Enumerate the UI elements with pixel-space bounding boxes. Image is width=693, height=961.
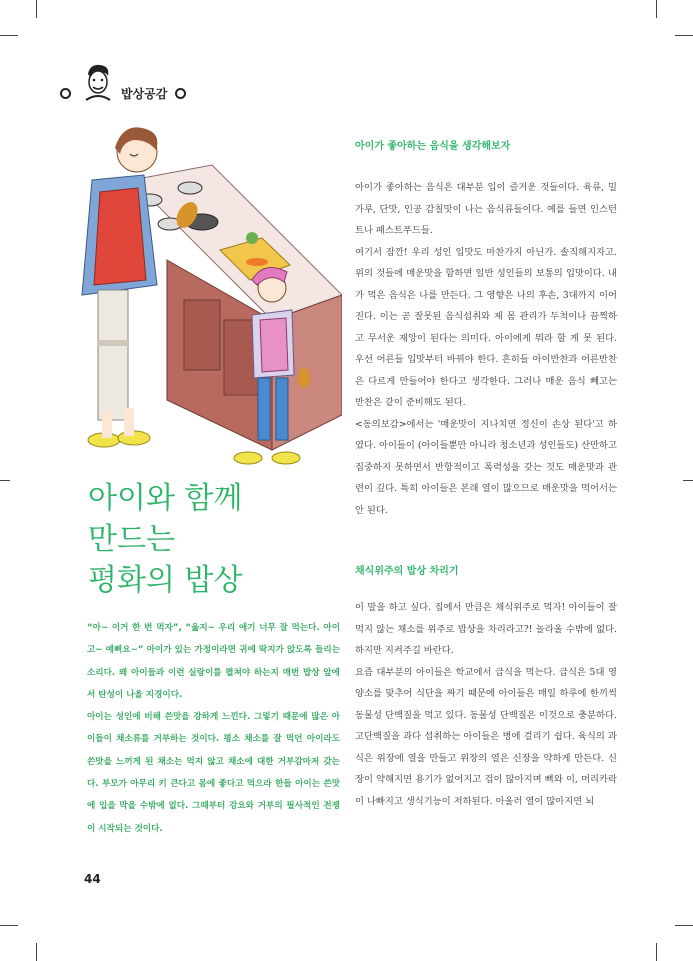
intro-paragraph: “아~ 이거 한 번 먹자”, “옳지~ 우리 애기 너무 잘 먹는다. 아이고~ 예뻐요~” 아이가 있는 가정이라면 귀에 딱지가 앉도록 들리는 소리다. 왜 아이들과 이런 실랑이를 펼쳐야 하는지 매번 밥상 앞에서 탄성이 나올 지경이다. [87,623,340,700]
section-body [355,177,617,521]
circle-bullet-icon [60,88,71,99]
intro-text [87,617,340,840]
body-paragraph: 아이가 좋아하는 음식은 대부분 입이 즐거운 것들이다. 육류, 밀가루, 단맛, 인공 감칠맛이 나는 음식류들이다. 예를 들면 인스턴트나 패스트푸드들. [355,182,617,236]
crop-mark [0,925,18,926]
section-heading: 채식위주의 밥상 차리기 [355,566,459,577]
title-line: 평화의 밥상 [88,563,243,598]
intro-paragraph: 아이는 성인에 비해 쓴맛을 강하게 느낀다. 그렇기 때문에 많은 아이들이 채소류를 거부하는 것이다. 평소 채소를 잘 먹던 아이라도 쓴맛을 느끼게 된 채소는 먹지 않고 채소에 대한 거부감마저 갖는다. 부모가 아무리 키 큰다고 몸에 좋다고 먹으라 한들 아이는 쓴맛에 입을 막을 수밖에 없다. 그때부터 강요와 거부의 필사적인 전쟁이 시작되는 것이다. [87,712,340,834]
body-paragraph: 요즘 대부분의 아이들은 학교에서 급식을 먹는다. 급식은 5대 영양소를 맞추어 식단을 짜기 때문에 아이들은 매일 하루에 한끼씩 동물성 단백질을 먹고 있다. 동물성 단백질은 이것으로 충분하다. 고단백질을 과다 섭취하는 아이들은 병에 걸리기 쉽다. 육식의 과식은 위장에 열을 만들고 위장의 열은 신장을 약하게 만든다. 신장이 약해지면 용기가 없어지고 겁이 많아지며 뼈와 이, 머리카락이 나빠지고 생식기능이 저하된다. 아울러 열이 많아지면 뇌 [355,666,617,807]
crop-mark [0,480,10,481]
section-label: 밥상공감 [121,87,168,101]
crop-mark [0,35,18,36]
body-paragraph: <동의보감>에서는 '매운맛이 지나치면 정신이 손상 된다'고 하였다. 아이들이 (아이들뿐만 아니라 청소년과 성인들도) 산만하고 집중하지 못하면서 반항적이고 폭력성을 갖는 것도 매운맛과 관련이 깊다. 특히 아이들은 본래 열이 많으므로 매운맛을 먹어서는 안 된다. [355,418,617,516]
crop-mark [656,0,657,18]
body-paragraph: 이 말을 하고 싶다. 집에서 만큼은 채식위주로 먹자! 아이들이 잘 먹지 않는 채소를 위주로 밥상을 차리라고?! 놀라울 수밖에 없다. 하지만 지켜주길 바란다. [355,602,617,656]
crop-mark [656,943,657,961]
crop-mark [675,925,693,926]
body-paragraph: 여기서 잠깐! 우리 성인 입맛도 마찬가지 아닌가. 솔직해지자고. 위의 것들에 매운맛을 함하면 일반 성인들의 보통의 입맛이다. 내가 먹은 음식은 나를 만든다. 그 영향은 나의 후손, 3대까지 이어진다. 이는 곧 잘못된 음식섭취와 제 몸 관리가 두척이나 끔찍하고 무서운 재앙이 된다는 의미다. 아이에게 뭐라 할 게 못 된다. 우선 어른들 입맛부터 바꿔야 한다. 흔히들 아이반찬과 어른반찬은 다르게 만들어야 한다고 생각한다. 그러나 매운 음식 빼고는 반찬은 같이 준비해도 된다. [355,246,617,408]
title-line: 만드는 [88,522,175,557]
chef-face-icon [78,62,116,102]
kitchen-illustration [72,120,342,480]
crop-mark [683,480,693,481]
section-heading: 아이가 좋아하는 음식을 생각해보자 [355,141,511,152]
page-number: 44 [84,872,101,886]
title-line: 아이와 함께 [88,481,243,516]
crop-mark [675,35,693,36]
section-header [60,62,260,102]
page-title [88,478,242,601]
crop-mark [36,0,37,18]
circle-bullet-icon [175,88,186,99]
section-body [355,597,617,812]
crop-mark [36,943,37,961]
